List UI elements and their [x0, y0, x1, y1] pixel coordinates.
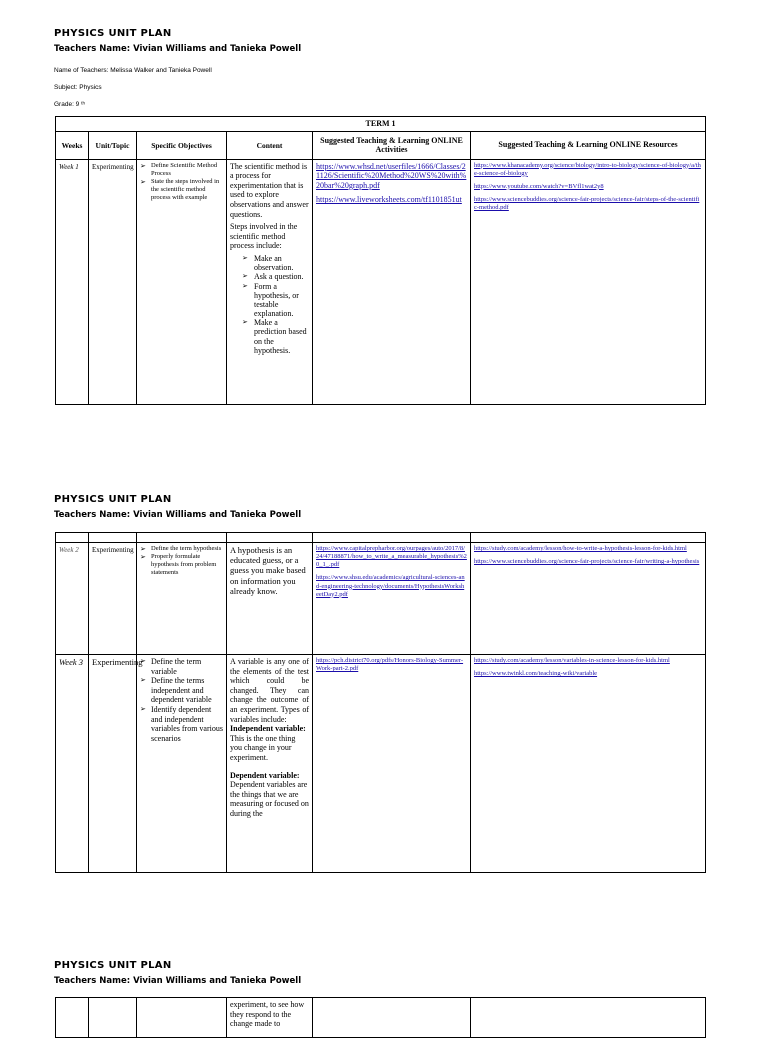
content-cell: [227, 655, 313, 873]
objective-item: ➢ Define the terms independent and dependent variable: [151, 676, 223, 705]
week-label: Week 3: [59, 657, 83, 667]
activity-link[interactable]: https://www.liveworksheets.com/tf1101851ut: [316, 195, 462, 205]
activity-link[interactable]: https://www.shsu.edu/academics/agricultural-sciences-and-engineering-technology/documents/HypothesisWorksheetDay2.pdf: [316, 574, 465, 598]
step-item: ➢ Ask a question.: [254, 272, 309, 281]
teachers-name-heading: Teachers Name: Vivian Williams and Tanieka Powell: [54, 510, 302, 520]
activities-cell: [313, 159, 471, 404]
step-item: ➢ Form a hypothesis, or testable explanation.: [254, 282, 309, 319]
activity-link[interactable]: https://www.whsd.net/userfiles/1666/Classes/21126/Scientific%20Method%20WS%20with%20bar%20graph.pdf: [316, 161, 467, 190]
table-row-week3: [56, 655, 706, 873]
content-cell: [227, 159, 313, 404]
week-cell: [56, 998, 89, 1038]
teachers-meta: Name of Teachers: Melissa Walker and Tanieka Powell: [54, 67, 212, 74]
resource-link[interactable]: https://www.youtube.com/watch?v=BVfl1wat2y8: [474, 182, 604, 190]
col-objectives: Specific Objectives: [137, 131, 227, 159]
resource-link[interactable]: https://www.twinkl.com/teaching-wiki/variable: [474, 670, 598, 678]
week-label: Week 2: [59, 546, 79, 554]
week-label: Week 1: [59, 162, 79, 171]
unit-cell: [89, 655, 143, 873]
page-title: PHYSICS UNIT PLAN: [54, 28, 172, 39]
week-cell: [56, 543, 89, 655]
grade-meta: Grade: 9 ᵗʰ: [54, 101, 86, 108]
resource-link[interactable]: https://study.com/academy/lesson/variables-in-science-lesson-for-kids.html: [474, 657, 670, 664]
resources-cell: [471, 998, 706, 1038]
independent-variable-heading: Independent variable:: [230, 724, 306, 734]
objective-item: ➢ Define the term variable: [151, 657, 223, 676]
unit-plan-table-term1: [55, 116, 706, 405]
table-row-week2: [56, 543, 706, 655]
content-text: experiment, to see how they respond to the change made to: [230, 1000, 305, 1029]
term-heading: TERM 1: [56, 117, 706, 132]
content-intro: The scientific method is a process for experimentation that is used to explore observations and answer questions.: [230, 161, 309, 219]
page-title: PHYSICS UNIT PLAN: [54, 494, 172, 505]
week-cell: [56, 655, 89, 873]
subject-meta: Subject: Physics: [54, 84, 102, 91]
activity-link[interactable]: https://pch.district70.org/pdfs/Honors-Biology-Summer-Work-part-2.pdf: [316, 657, 464, 673]
resource-link[interactable]: https://www.sciencebuddies.org/science-fair-projects/science-fair/steps-of-the-scientific-method.pdf: [474, 195, 700, 212]
col-content: Content: [227, 131, 313, 159]
activities-cell: [313, 998, 471, 1038]
unit-label: Experimenting: [92, 546, 134, 554]
resources-cell: [471, 655, 706, 873]
content-intro: A variable is any one of the elements of the test which could be changed. They can change the outcome of an experiment. Types of variables include:: [230, 657, 309, 724]
teachers-name-heading: Teachers Name: Vivian Williams and Tanieka Powell: [54, 44, 302, 54]
dependent-variable-text: Dependent variables are the things that we are measuring or focused on during the: [230, 780, 309, 818]
objectives-cell: [137, 159, 227, 404]
week-cell: [56, 159, 89, 404]
content-cell: [227, 998, 313, 1038]
objective-item: ➢ State the steps involved in the scientific method process with example: [151, 178, 223, 202]
resource-link[interactable]: https://www.sciencebuddies.org/science-fair-projects/science-fair/writing-a-hypothesis: [474, 558, 700, 566]
unit-cell: [89, 998, 137, 1038]
content-cell: [227, 543, 313, 655]
table-row-week3-continued: [56, 998, 706, 1038]
objective-item: ➢ Properly formulate hypothesis from problem statements: [151, 553, 223, 577]
step-item: ➢ Make a prediction based on the hypothesis.: [254, 318, 309, 355]
col-resources: Suggested Teaching & Learning ONLINE Resources: [471, 131, 706, 159]
unit-label: Experimenting: [92, 657, 143, 667]
content-text: A hypothesis is an educated guess, or a guess you make based on information you already know.: [230, 545, 306, 596]
objective-item: ➢ Identify dependent and independent variables from various scenarios: [151, 705, 223, 743]
independent-variable-text: This is the one thing you change in your experiment.: [230, 733, 296, 762]
resource-link[interactable]: https://study.com/academy/lesson/how-to-write-a-hypothesis-lesson-for-kids.html: [474, 545, 687, 552]
content-steps-intro: Steps involved in the scientific method process include:: [230, 222, 298, 251]
objectives-cell: [137, 543, 227, 655]
unit-cell: [89, 159, 137, 404]
unit-label: Experimenting: [92, 162, 134, 171]
table-row-week1: [56, 159, 706, 404]
teachers-name-heading: Teachers Name: Vivian Williams and Tanieka Powell: [54, 976, 302, 986]
col-unit: Unit/Topic: [89, 131, 137, 159]
objective-item: ➢ Define the term hypothesis: [151, 545, 223, 553]
unit-plan-table-continued: [55, 532, 706, 873]
activities-cell: [313, 655, 471, 873]
resources-cell: [471, 159, 706, 404]
step-item: ➢ Make an observation.: [254, 254, 309, 272]
dependent-variable-heading: Dependent variable:: [230, 770, 300, 780]
resource-link[interactable]: https://www.khanacademy.org/science/biology/intro-to-biology/science-of-biology/a/the-science-of-biology: [474, 161, 701, 177]
objectives-cell: [137, 998, 227, 1038]
page-title: PHYSICS UNIT PLAN: [54, 960, 172, 971]
activities-cell: [313, 543, 471, 655]
unit-plan-table-continued-2: [55, 997, 706, 1038]
objective-item: ➢ Define Scientific Method Process: [151, 162, 223, 178]
col-weeks: Weeks: [56, 131, 89, 159]
unit-cell: [89, 543, 137, 655]
activity-link[interactable]: https://www.capitalprepharbor.org/ourpages/auto/2017/8/24/47188871/how_to_write_a_measurable_hypothesis%20_1_.pdf: [316, 545, 467, 569]
resources-cell: [471, 543, 706, 655]
col-activities: Suggested Teaching & Learning ONLINE Activities: [313, 131, 471, 159]
objectives-cell: [137, 655, 227, 873]
